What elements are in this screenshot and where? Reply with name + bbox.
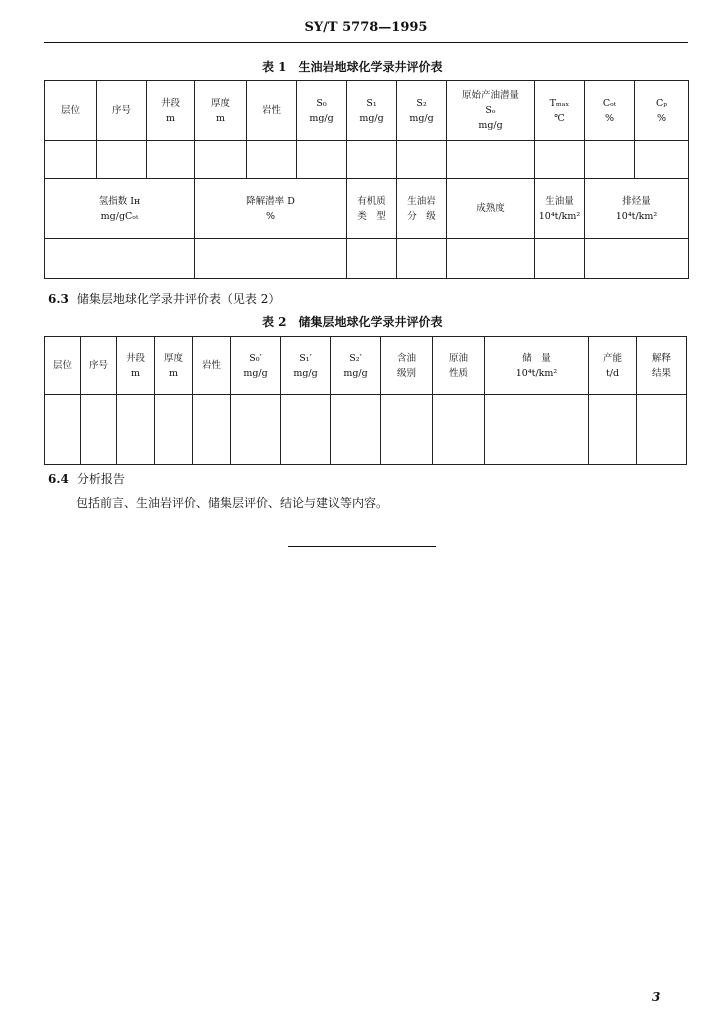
t2-col-interval: 井段 m: [117, 337, 155, 395]
section-6-4-body: 包括前言、生油岩评价、储集层评价、结论与建议等内容。: [76, 496, 389, 510]
t2-col-crude-property: 原油 性质: [433, 337, 485, 395]
t2-col-s2: S₂′ mg/g: [331, 337, 381, 395]
t1-col-layer: 层位: [45, 81, 97, 141]
table2-caption: 表 2 储集层地球化学录井评价表: [262, 315, 443, 329]
table1: [44, 80, 689, 279]
t2-col-layer: 层位: [45, 337, 81, 395]
t1-col-cot: Cₒₜ %: [585, 81, 635, 141]
t2-col-reserves: 储 量 10⁴t/km²: [485, 337, 589, 395]
t2-col-s0: S₀′ mg/g: [231, 337, 281, 395]
table2-header-row: [45, 337, 687, 395]
section-6-3-heading: [48, 290, 280, 307]
table2: [44, 336, 687, 465]
t1-col-oil-generation: 生油量 10⁴t/km²: [535, 179, 585, 239]
page-number: 3: [652, 990, 661, 1004]
section-6-4-number: 6.4: [48, 472, 69, 486]
section-6-4-title: 分析报告: [76, 472, 125, 486]
t1-col-interval: 井段 m: [147, 81, 195, 141]
t1-col-tmax: Tₘₐₓ ℃: [535, 81, 585, 141]
t1-col-hydrocarbon-expulsion: 排烃量 10⁴t/km²: [585, 179, 689, 239]
t1-col-source-grade: 生油岩 分 级: [397, 179, 447, 239]
table1-caption: 表 1 生油岩地球化学录井评价表: [262, 60, 443, 74]
t1-col-lithology: 岩性: [247, 81, 297, 141]
table1-data-row-2: [45, 239, 689, 279]
section-6-3-number: 6.3: [48, 292, 69, 306]
standard-code: SY/T 5778—1995: [304, 20, 428, 35]
t1-col-maturity: 成熟度: [447, 179, 535, 239]
t1-col-degradation-rate: 降解潜率 D %: [195, 179, 347, 239]
t1-col-s0: S₀ mg/g: [297, 81, 347, 141]
t2-col-seq: 序号: [81, 337, 117, 395]
t1-col-seq: 序号: [97, 81, 147, 141]
t2-col-interpretation: 解释 结果: [637, 337, 687, 395]
t2-col-oil-grade: 含油 级别: [381, 337, 433, 395]
t2-col-lithology: 岩性: [193, 337, 231, 395]
t2-col-thickness: 厚度 m: [155, 337, 193, 395]
table1-data-row-1: [45, 141, 689, 179]
t1-col-organic-type: 有机质 类 型: [347, 179, 397, 239]
section-6-3-text: 储集层地球化学录井评价表（见表 2）: [76, 292, 281, 306]
t2-col-productivity: 产能 t/d: [589, 337, 637, 395]
t1-col-s2: S₂ mg/g: [397, 81, 447, 141]
t1-col-original-potential: 原始产油潜量 Sₒ mg/g: [447, 81, 535, 141]
t2-col-s1: S₁′ mg/g: [281, 337, 331, 395]
table2-data-row: [45, 395, 687, 465]
table1-header-row-2: [45, 179, 689, 239]
end-rule: [288, 546, 436, 547]
header-rule: [44, 42, 688, 43]
section-6-4-heading: [48, 470, 125, 487]
table1-header-row-1: [45, 81, 689, 141]
t1-col-cp: Cₚ %: [635, 81, 689, 141]
t1-col-hydrogen-index: 氢指数 Iʜ mg/gCₒₜ: [45, 179, 195, 239]
t1-col-s1: S₁ mg/g: [347, 81, 397, 141]
t1-col-thickness: 厚度 m: [195, 81, 247, 141]
